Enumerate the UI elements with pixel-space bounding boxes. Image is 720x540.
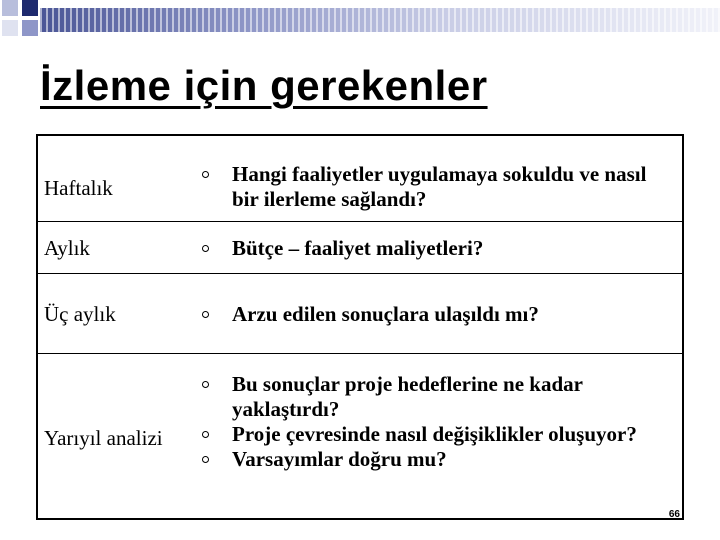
row-content	[196, 372, 674, 472]
row-content	[196, 162, 674, 212]
slide-title: İzleme için gerekenler	[40, 62, 488, 109]
list-item: Bu sonuçlar proje hedeflerine ne kadar yaklaştırdı?	[196, 372, 674, 422]
table-row	[38, 274, 682, 354]
table-row	[38, 222, 682, 274]
list-item: Hangi faaliyetler uygulamaya sokuldu ve nasıl bir ilerleme sağlandı?	[196, 162, 674, 212]
row-content	[196, 236, 674, 261]
row-label: Aylık	[44, 236, 90, 260]
page-number: 66	[668, 509, 680, 520]
bullet-icon	[202, 381, 209, 388]
list-item: Bütçe – faaliyet maliyetleri?	[196, 236, 674, 261]
bullet-icon	[202, 311, 209, 318]
bullet-icon	[202, 171, 209, 178]
deco-square	[22, 20, 38, 36]
bullet-icon	[202, 431, 209, 438]
list-item: Proje çevresinde nasıl değişiklikler oluşuyor?	[196, 422, 674, 447]
deco-square	[2, 20, 18, 36]
bullet-icon	[202, 456, 209, 463]
list-item: Arzu edilen sonuçlara ulaşıldı mı?	[196, 302, 674, 327]
bullet-icon	[202, 245, 209, 252]
row-content	[196, 302, 674, 327]
row-label: Yarıyıl analizi	[44, 426, 163, 450]
row-label: Üç aylık	[44, 302, 116, 326]
deco-square	[2, 0, 18, 16]
table-row	[38, 354, 682, 520]
deco-square	[22, 0, 38, 16]
row-label: Haftalık	[44, 176, 113, 200]
list-item: Varsayımlar doğru mu?	[196, 447, 674, 472]
table-row	[38, 136, 682, 222]
monitoring-table	[36, 134, 684, 520]
header-stripe	[40, 8, 720, 32]
